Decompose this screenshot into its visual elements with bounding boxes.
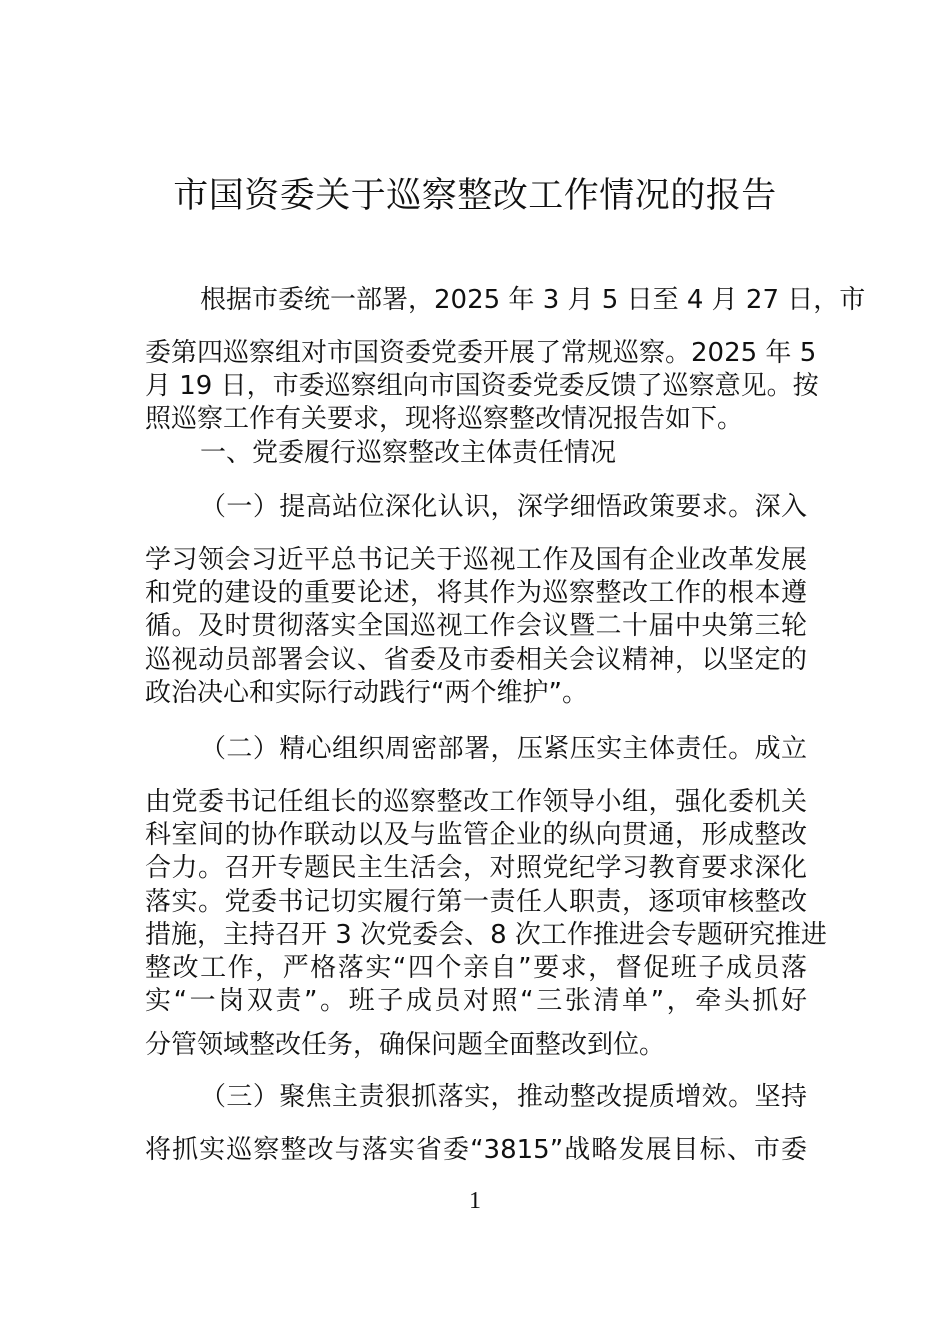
- subsection-heading: （三）聚焦主责狠抓落实，推动整改提质增效。坚持: [200, 1082, 807, 1112]
- paragraph-line: 和党的建设的重要论述，将其作为巡察整改工作的根本遵: [145, 578, 807, 608]
- paragraph-line: 科室间的协作联动以及与监管企业的纵向贯通，形成整改: [145, 820, 807, 850]
- paragraph-line: 由党委书记任组长的巡察整改工作领导小组，强化委机关: [145, 787, 807, 817]
- paragraph-line: 整改工作，严格落实“四个亲自”要求，督促班子成员落: [145, 953, 807, 983]
- document-title: 市国资委关于巡察整改工作情况的报告: [173, 176, 777, 216]
- paragraph-line: 落实。党委书记切实履行第一责任人职责，逐项审核整改: [145, 887, 807, 917]
- paragraph-line: 实“一岗双责”。班子成员对照“三张清单”，牵头抓好: [145, 986, 807, 1016]
- paragraph-line: 循。及时贯彻落实全国巡视工作会议暨二十届中央第三轮: [145, 611, 807, 641]
- paragraph-line: 月 19 日，市委巡察组向市国资委党委反馈了巡察意见。按: [145, 371, 819, 401]
- paragraph-line: 委第四巡察组对市国资委党委开展了常规巡察。2025 年 5: [145, 338, 817, 368]
- paragraph-line: 根据市委统一部署，2025 年 3 月 5 日至 4 月 27 日，市: [200, 285, 866, 315]
- subsection-heading: （一）提高站位深化认识，深学细悟政策要求。深入: [200, 492, 807, 522]
- paragraph-line: 合力。召开专题民主生活会，对照党纪学习教育要求深化: [145, 853, 807, 883]
- paragraph-line: 学习领会习近平总书记关于巡视工作及国有企业改革发展: [145, 545, 807, 575]
- paragraph-line: 政治决心和实际行动践行“两个维护”。: [145, 678, 588, 708]
- subsection-heading: （二）精心组织周密部署，压紧压实主体责任。成立: [200, 734, 807, 764]
- paragraph-line: 分管领域整改任务，确保问题全面整改到位。: [145, 1030, 666, 1060]
- paragraph-line: 照巡察工作有关要求，现将巡察整改情况报告如下。: [145, 404, 744, 434]
- page-number: 1: [469, 1188, 481, 1214]
- paragraph-line: 措施，主持召开 3 次党委会、8 次工作推进会专题研究推进: [145, 920, 827, 950]
- section-heading: 一、党委履行巡察整改主体责任情况: [200, 438, 617, 468]
- paragraph-line: 巡视动员部署会议、省委及市委相关会议精神，以坚定的: [145, 645, 807, 675]
- paragraph-line: 将抓实巡察整改与落实省委“3815”战略发展目标、市委: [145, 1135, 807, 1165]
